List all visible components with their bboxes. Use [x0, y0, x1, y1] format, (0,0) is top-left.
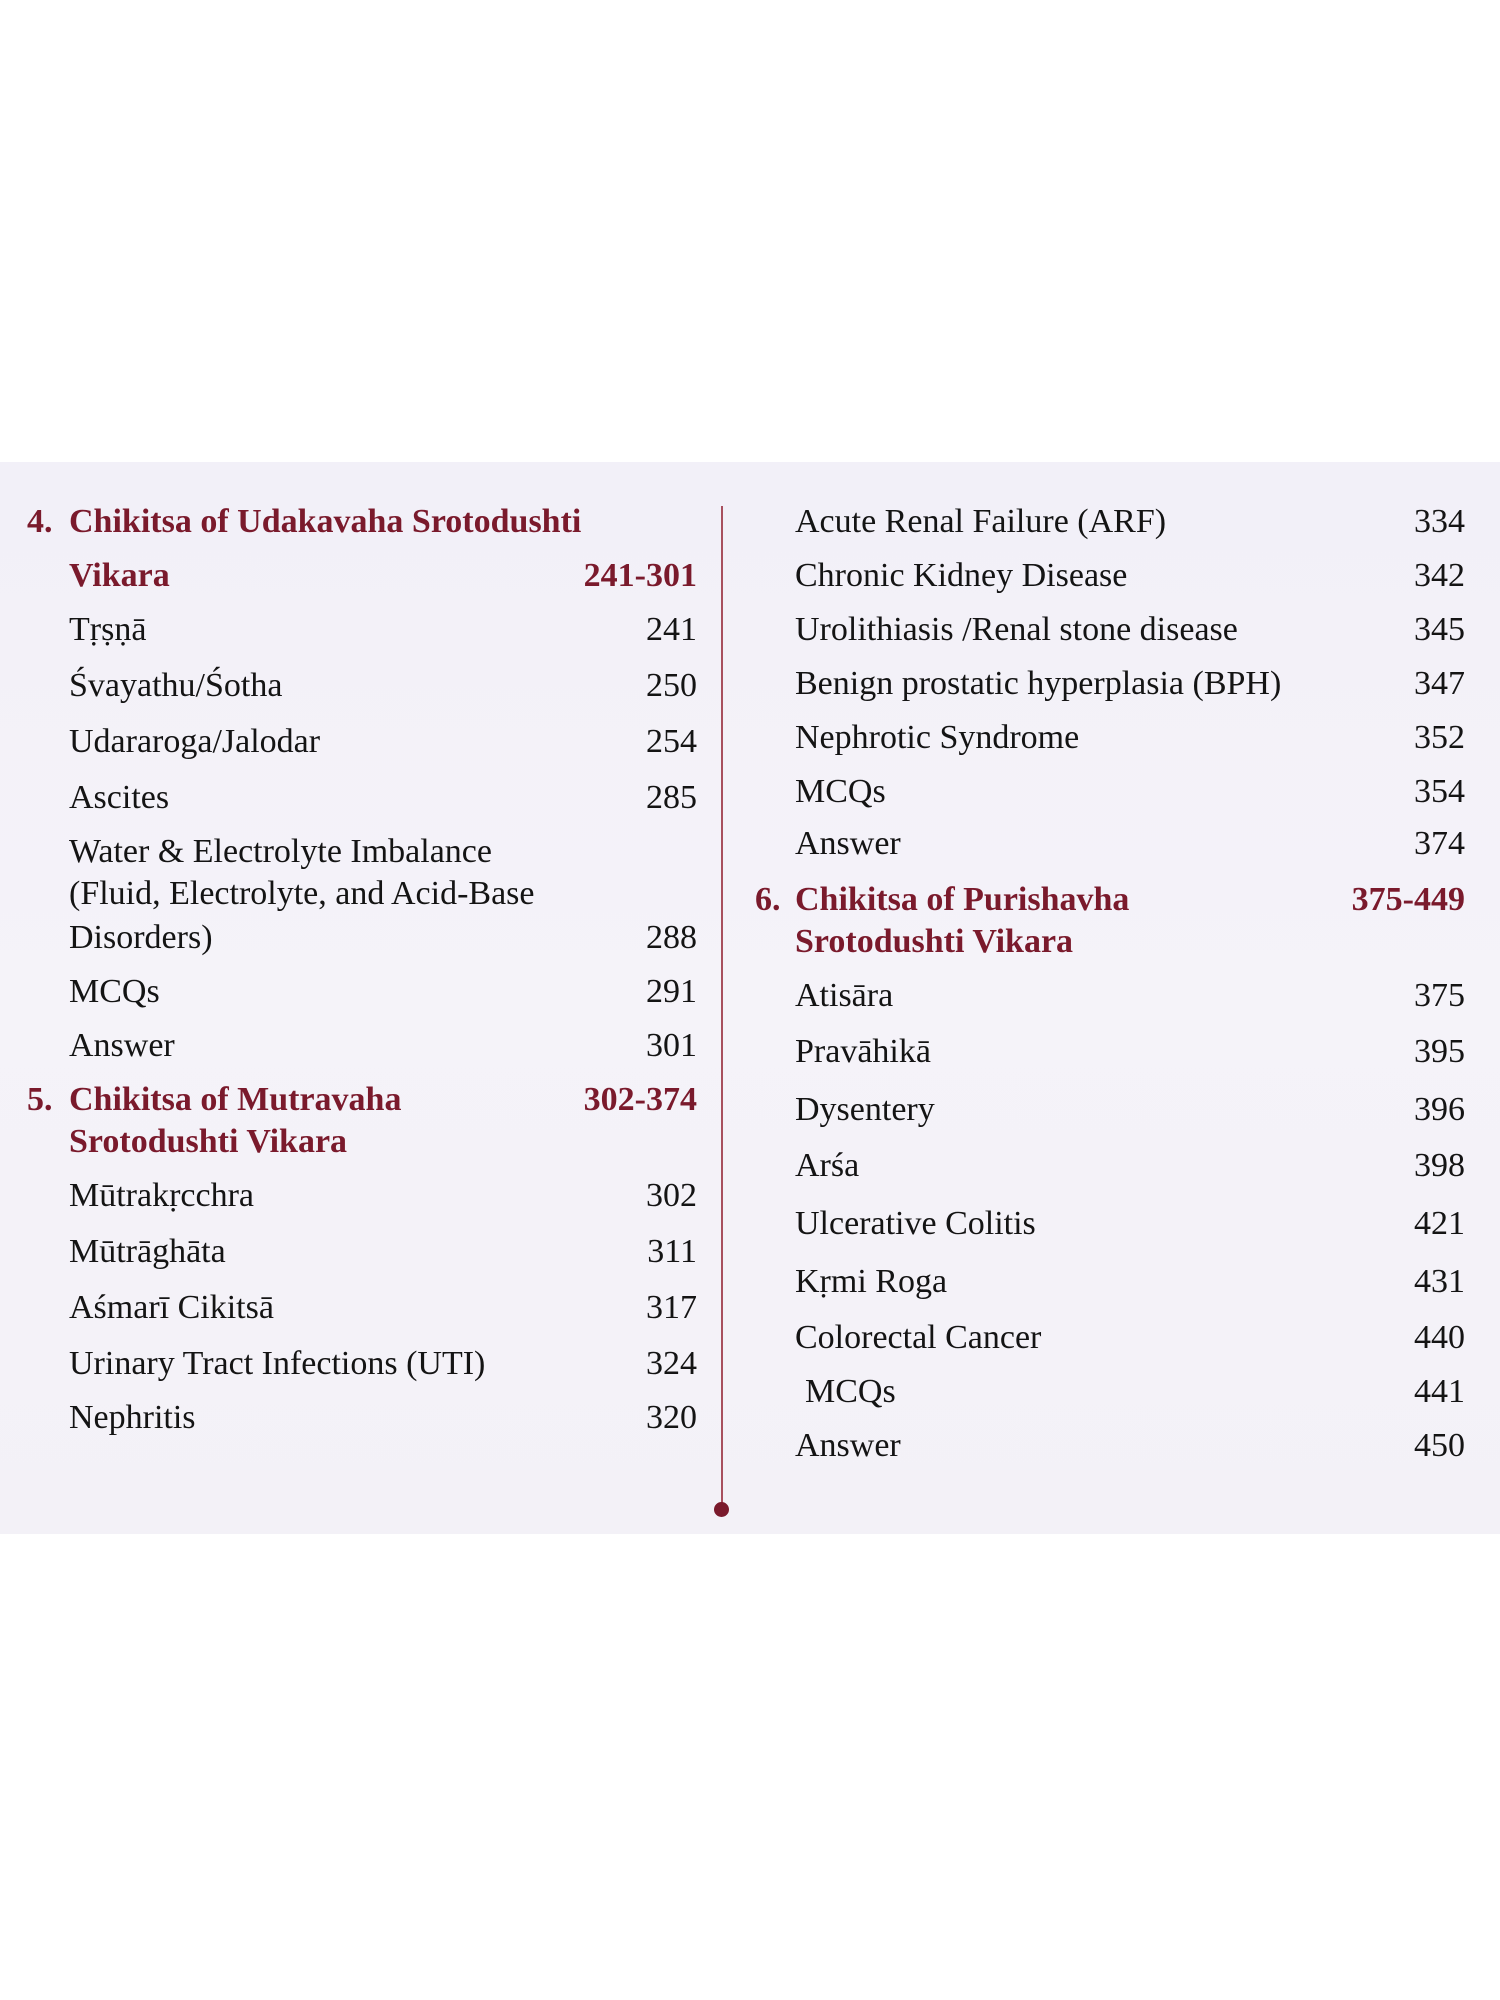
entry-title: Urinary Tract Infections (UTI)	[69, 1345, 486, 1382]
entry-page: 241	[646, 611, 697, 648]
entry-title: Nephrotic Syndrome	[795, 719, 1080, 756]
entry-title: Kṛmi Roga	[795, 1263, 948, 1300]
entry-title: Answer	[69, 1027, 175, 1064]
chapter-title: Chikitsa of Udakavaha Srotodushti	[69, 503, 582, 540]
entry-page: 352	[1414, 719, 1465, 756]
entry-page: 302	[646, 1177, 697, 1214]
entry-page: 288	[646, 919, 697, 956]
chapter-title: Chikitsa of Mutravaha	[69, 1081, 402, 1118]
divider-dot	[714, 1502, 729, 1517]
chapter-title: Srotodushti Vikara	[795, 923, 1074, 960]
entry-title: Mūtrakṛcchra	[69, 1177, 255, 1214]
chapter-page-range: 241-301	[583, 557, 697, 594]
entry-title: Dysentery	[795, 1091, 935, 1128]
entry-page: 250	[646, 667, 697, 704]
entry-page: 311	[647, 1233, 697, 1270]
entry-page: 347	[1414, 665, 1465, 702]
entry-title: Nephritis	[69, 1399, 196, 1436]
entry-page: 254	[646, 723, 697, 760]
entry-title: (Fluid, Electrolyte, and Acid-Base	[69, 875, 535, 912]
entry-title: Arśa	[795, 1147, 860, 1184]
entry-page: 354	[1414, 773, 1465, 810]
entry-page: 398	[1414, 1147, 1465, 1184]
chapter-number: 6.	[755, 881, 781, 918]
entry-title: Colorectal Cancer	[795, 1319, 1042, 1356]
entry-title: MCQs	[69, 973, 160, 1010]
entry-page: 374	[1414, 825, 1465, 862]
entry-title: Tṛṣṇā	[69, 611, 147, 648]
entry-page: 431	[1414, 1263, 1465, 1300]
entry-title: Answer	[795, 1427, 901, 1464]
chapter-page-range: 302-374	[583, 1081, 697, 1118]
entry-page: 395	[1414, 1033, 1465, 1070]
chapter-title: Vikara	[69, 557, 170, 594]
contents-page	[0, 462, 1500, 1534]
chapter-number: 5.	[27, 1081, 53, 1118]
chapter-title: Chikitsa of Purishavha	[795, 881, 1130, 918]
entry-title: Udararoga/Jalodar	[69, 723, 321, 760]
entry-title: Aśmarī Cikitsā	[69, 1289, 274, 1326]
chapter-title: Srotodushti Vikara	[69, 1123, 348, 1160]
entry-title: Chronic Kidney Disease	[795, 557, 1128, 594]
entry-title: Ulcerative Colitis	[795, 1205, 1036, 1242]
entry-page: 342	[1414, 557, 1465, 594]
entry-page: 440	[1414, 1319, 1465, 1356]
entry-page: 291	[646, 973, 697, 1010]
entry-title: Answer	[795, 825, 901, 862]
entry-title: Disorders)	[69, 919, 213, 956]
entry-title: Benign prostatic hyperplasia (BPH)	[795, 665, 1282, 702]
entry-page: 285	[646, 779, 697, 816]
entry-page: 334	[1414, 503, 1465, 540]
entry-page: 317	[646, 1289, 697, 1326]
entry-page: 324	[646, 1345, 697, 1382]
entry-title: Water & Electrolyte Imbalance	[69, 833, 492, 870]
entry-title: Ascites	[69, 779, 170, 816]
entry-page: 450	[1414, 1427, 1465, 1464]
entry-page: 421	[1414, 1205, 1465, 1242]
column-divider	[721, 506, 723, 1506]
chapter-page-range: 375-449	[1351, 881, 1465, 918]
entry-title: Acute Renal Failure (ARF)	[795, 503, 1167, 540]
entry-title: MCQs	[795, 773, 886, 810]
entry-title: Atisāra	[795, 977, 894, 1014]
entry-title: Śvayathu/Śotha	[69, 667, 283, 704]
entry-page: 441	[1414, 1373, 1465, 1410]
entry-title: Pravāhikā	[795, 1033, 931, 1070]
entry-title: Mūtrāghāta	[69, 1233, 226, 1270]
entry-page: 375	[1414, 977, 1465, 1014]
chapter-number: 4.	[27, 503, 53, 540]
entry-title: Urolithiasis /Renal stone disease	[795, 611, 1238, 648]
entry-page: 320	[646, 1399, 697, 1436]
entry-page: 345	[1414, 611, 1465, 648]
entry-page: 396	[1414, 1091, 1465, 1128]
entry-page: 301	[646, 1027, 697, 1064]
entry-title: MCQs	[805, 1373, 896, 1410]
